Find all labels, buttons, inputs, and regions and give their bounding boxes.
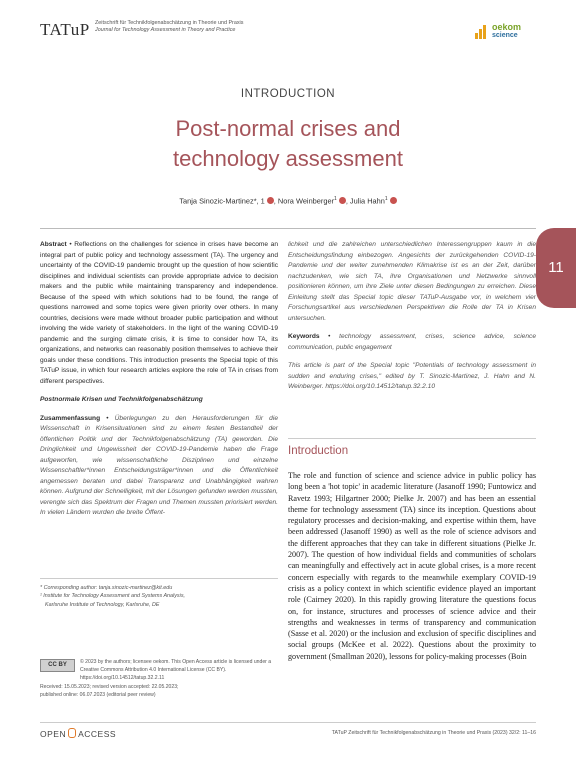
keywords-text: technology assessment, crises, science advice, science communication, public engagement (288, 333, 536, 351)
zusammenfassung-text-left: Überlegungen zu den Herausforderungen für die Wissenschaft in Krisensituationen sind zu einem festen Bestandteil der öffentlichen Politik und der Technikfolgenabschätzung (TA) geworden. Die Dringlichkeit und Ungewissheit der COVID-19-Pandemie haben die Frage aufgeworfen, wie wissenschaftliche Disziplinen und einzelne Wissenschaftler*innen Entscheidungsträger*innen und die Öffentlichkeit angemessen beraten und dabei Transparenz und Unabhängigkeit wahren können. Aufgrund der Schnelligkeit, mit der Lösungen gefunden werden mussten, verengte sich das Spektrum der Fragen und Themen mussten priorisiert werden. In vielen Ländern wurden die breite Öffent- (40, 414, 279, 516)
open-access-lock-icon (68, 728, 76, 738)
author-3[interactable]: , Julia Hahn (345, 196, 385, 206)
license-block (40, 658, 278, 699)
introduction-heading: Introduction (288, 445, 349, 457)
received-dates: Received: 15.05.2023; revised version accepted: 22.05.2023; (40, 683, 179, 690)
keywords-sep: • (319, 333, 340, 340)
zusammenfassung-sep: • (100, 414, 115, 422)
affiliation-line-2: Karlsruhe Institute of Technology, Karlsruhe, DE (45, 601, 160, 608)
keywords-label: Keywords (288, 333, 320, 340)
left-column (40, 240, 278, 519)
publisher-logo (475, 23, 545, 47)
header-divider (40, 228, 536, 229)
special-topic-note[interactable]: This article is part of the Special topic "Potentials of technology assessment in sudden and enduring crises," edited by T. Sinozic-Martinez, J. Hahn and N. Weinberger. https://doi.org/10.14512/tatup.32.2.10 (288, 362, 536, 390)
author-2[interactable]: , Nora Weinberger (273, 196, 335, 206)
keywords (288, 332, 536, 353)
page-footer-info: TATuP Zeitschrift für Technikfolgenabschätzung in Theorie und Praxis (2023) 32/2: 11–16 (331, 730, 536, 736)
introduction-body: The role and function of science and science advice in public policy has long been a 'hot topic' in academic literature (Jasanoff 1990; Funtowicz and Ravetz 1993; Hilgartner 2000; Pielke Jr. 2007) and has been an essential theme for technology assessment (TA) since its inception. Questions about regulatory processes and decision-making, and expertise within them, have been addressed (Jasanoff 1990) as well as the role of science advisors and the different approaches that they can take in different situations (Pielke Jr. 2007). The question of how individual fields and communities of scholars can meaningfully and effectively act in acute global crises, is a more recent concern especially with regards to the meanwhile exemplary COVID-19 crisis as a policy context in which scientific evidence played an important role (Cairney 2020). In this rapidly growing literature the questions focus on, for instance, structures and processes of science advice and their strengths and weaknesses in terms of transparency and communication (Sasse et al. 2020) or the inclusion and exclusion of specific disciplines and social groups (McKee et al. 2022). Questions about the proximity to government (Smallman 2020), lessons for policy-making processes (Boin (288, 471, 536, 661)
publisher-bars-icon (475, 25, 489, 39)
abstract-label: Abstract (40, 241, 67, 248)
zusammenfassung (40, 414, 278, 519)
right-column (288, 240, 536, 393)
author-2-sup: 1 (334, 196, 337, 202)
orcid-icon[interactable] (267, 197, 274, 204)
orcid-icon[interactable] (339, 197, 346, 204)
journal-name-de: Zeitschrift für Technikfolgenabschätzung in Theorie und Praxis (95, 20, 244, 26)
open-access-word-2: ACCESS (78, 729, 117, 739)
abstract-text: Reflections on the challenges for science in crises have become an integral part of public policy and technology assessment (TA). The urgency and uncertainty of the COVID-19 pandemic brought up the question of how scientific disciplines and individual scientists can provide appropriate advice to decision makers and the public while maintaining transparency and independence. Because of the speed with which solutions had to be found, the range of questions narrowed and some topics were given priority over others. In many countries, decisions were made without broader public participation and without involving the wide variety of stakeholders. In the light of the waning COVID-19 pandemic and the surging climate crisis, it is time to consider how TA, its organizations, and networks can reasonably position themselves to achieve their goals under these conditions. This introduction presents the Special topic of this TATuP issue, in which four research articles explore the role of TA in crises from different perspectives. (40, 241, 278, 385)
journal-logo: TATuP (40, 20, 90, 39)
zusammenfassung-text-right: lichkeit und die zahlreichen unterschiedlichen Interessengruppen kaum in die Entscheidungsfindung einbezogen. Angesichts der zurückgehenden COVID-19-Pandemie und der weiter zunehmenden Klimakrise ist es an der Zeit, darüber nachzudenken, wie sich TA, ihre Organisationen und Netzwerke sinnvoll positionieren können, um ihre Ziele unter diesen Bedingungen zu erreichen. Diese Einleitung stellt das Special topic dieser TATuP-Ausgabe vor, in welchem vier Forschungsartikel aus verschiedenen Perspektiven die Rolle der TA in Krisen untersuchen. (288, 241, 536, 322)
title-line-1: Post-normal crises and (175, 116, 401, 141)
zusammenfassung-label: Zusammenfassung (40, 414, 101, 422)
author-3-sup: 1 (384, 196, 388, 202)
title-line-2: technology assessment (173, 146, 403, 171)
license-text[interactable]: © 2023 by the authors; licensee oekom. This Open Access article is licensed under a Creative Commons Attribution 4.0 International License (CC BY). https://doi.org/10.14512/tatup.32.2.11 (80, 659, 272, 682)
abstract-sep: • (66, 241, 75, 248)
open-access-word-1: OPEN (40, 729, 67, 739)
footnotes (40, 584, 278, 609)
footer-divider (40, 722, 536, 723)
journal-name-en: Journal for Technology Assessment in Theory and Practice (95, 27, 236, 33)
publisher-name-1: oekom (492, 22, 522, 32)
footnote-divider (40, 578, 278, 579)
orcid-icon[interactable] (390, 197, 397, 204)
section-label: INTRODUCTION (240, 88, 336, 100)
corresponding-author[interactable]: * Corresponding author: tanja.sinozic-martinez@kit.edu (40, 585, 173, 591)
open-access-logo (40, 728, 116, 739)
abstract (40, 240, 278, 387)
published-date: published online: 06.07.2023 (editorial peer review) (40, 691, 156, 698)
journal-name (95, 20, 243, 34)
author-list (0, 196, 576, 205)
publisher-name-2: science (492, 32, 518, 39)
affiliation-line-1: ¹ Institute for Technology Assessment and Systems Analysis, (40, 593, 186, 600)
author-1[interactable]: Tanja Sinozic-Martinez*, 1 (179, 196, 265, 206)
cc-by-badge-icon[interactable]: CC BY (40, 659, 75, 672)
article-title (0, 114, 576, 174)
page-number-tab: 11 (536, 228, 576, 308)
introduction-divider (288, 438, 536, 439)
german-title: Postnormale Krisen und Technikfolgenabschätzung (40, 396, 203, 403)
